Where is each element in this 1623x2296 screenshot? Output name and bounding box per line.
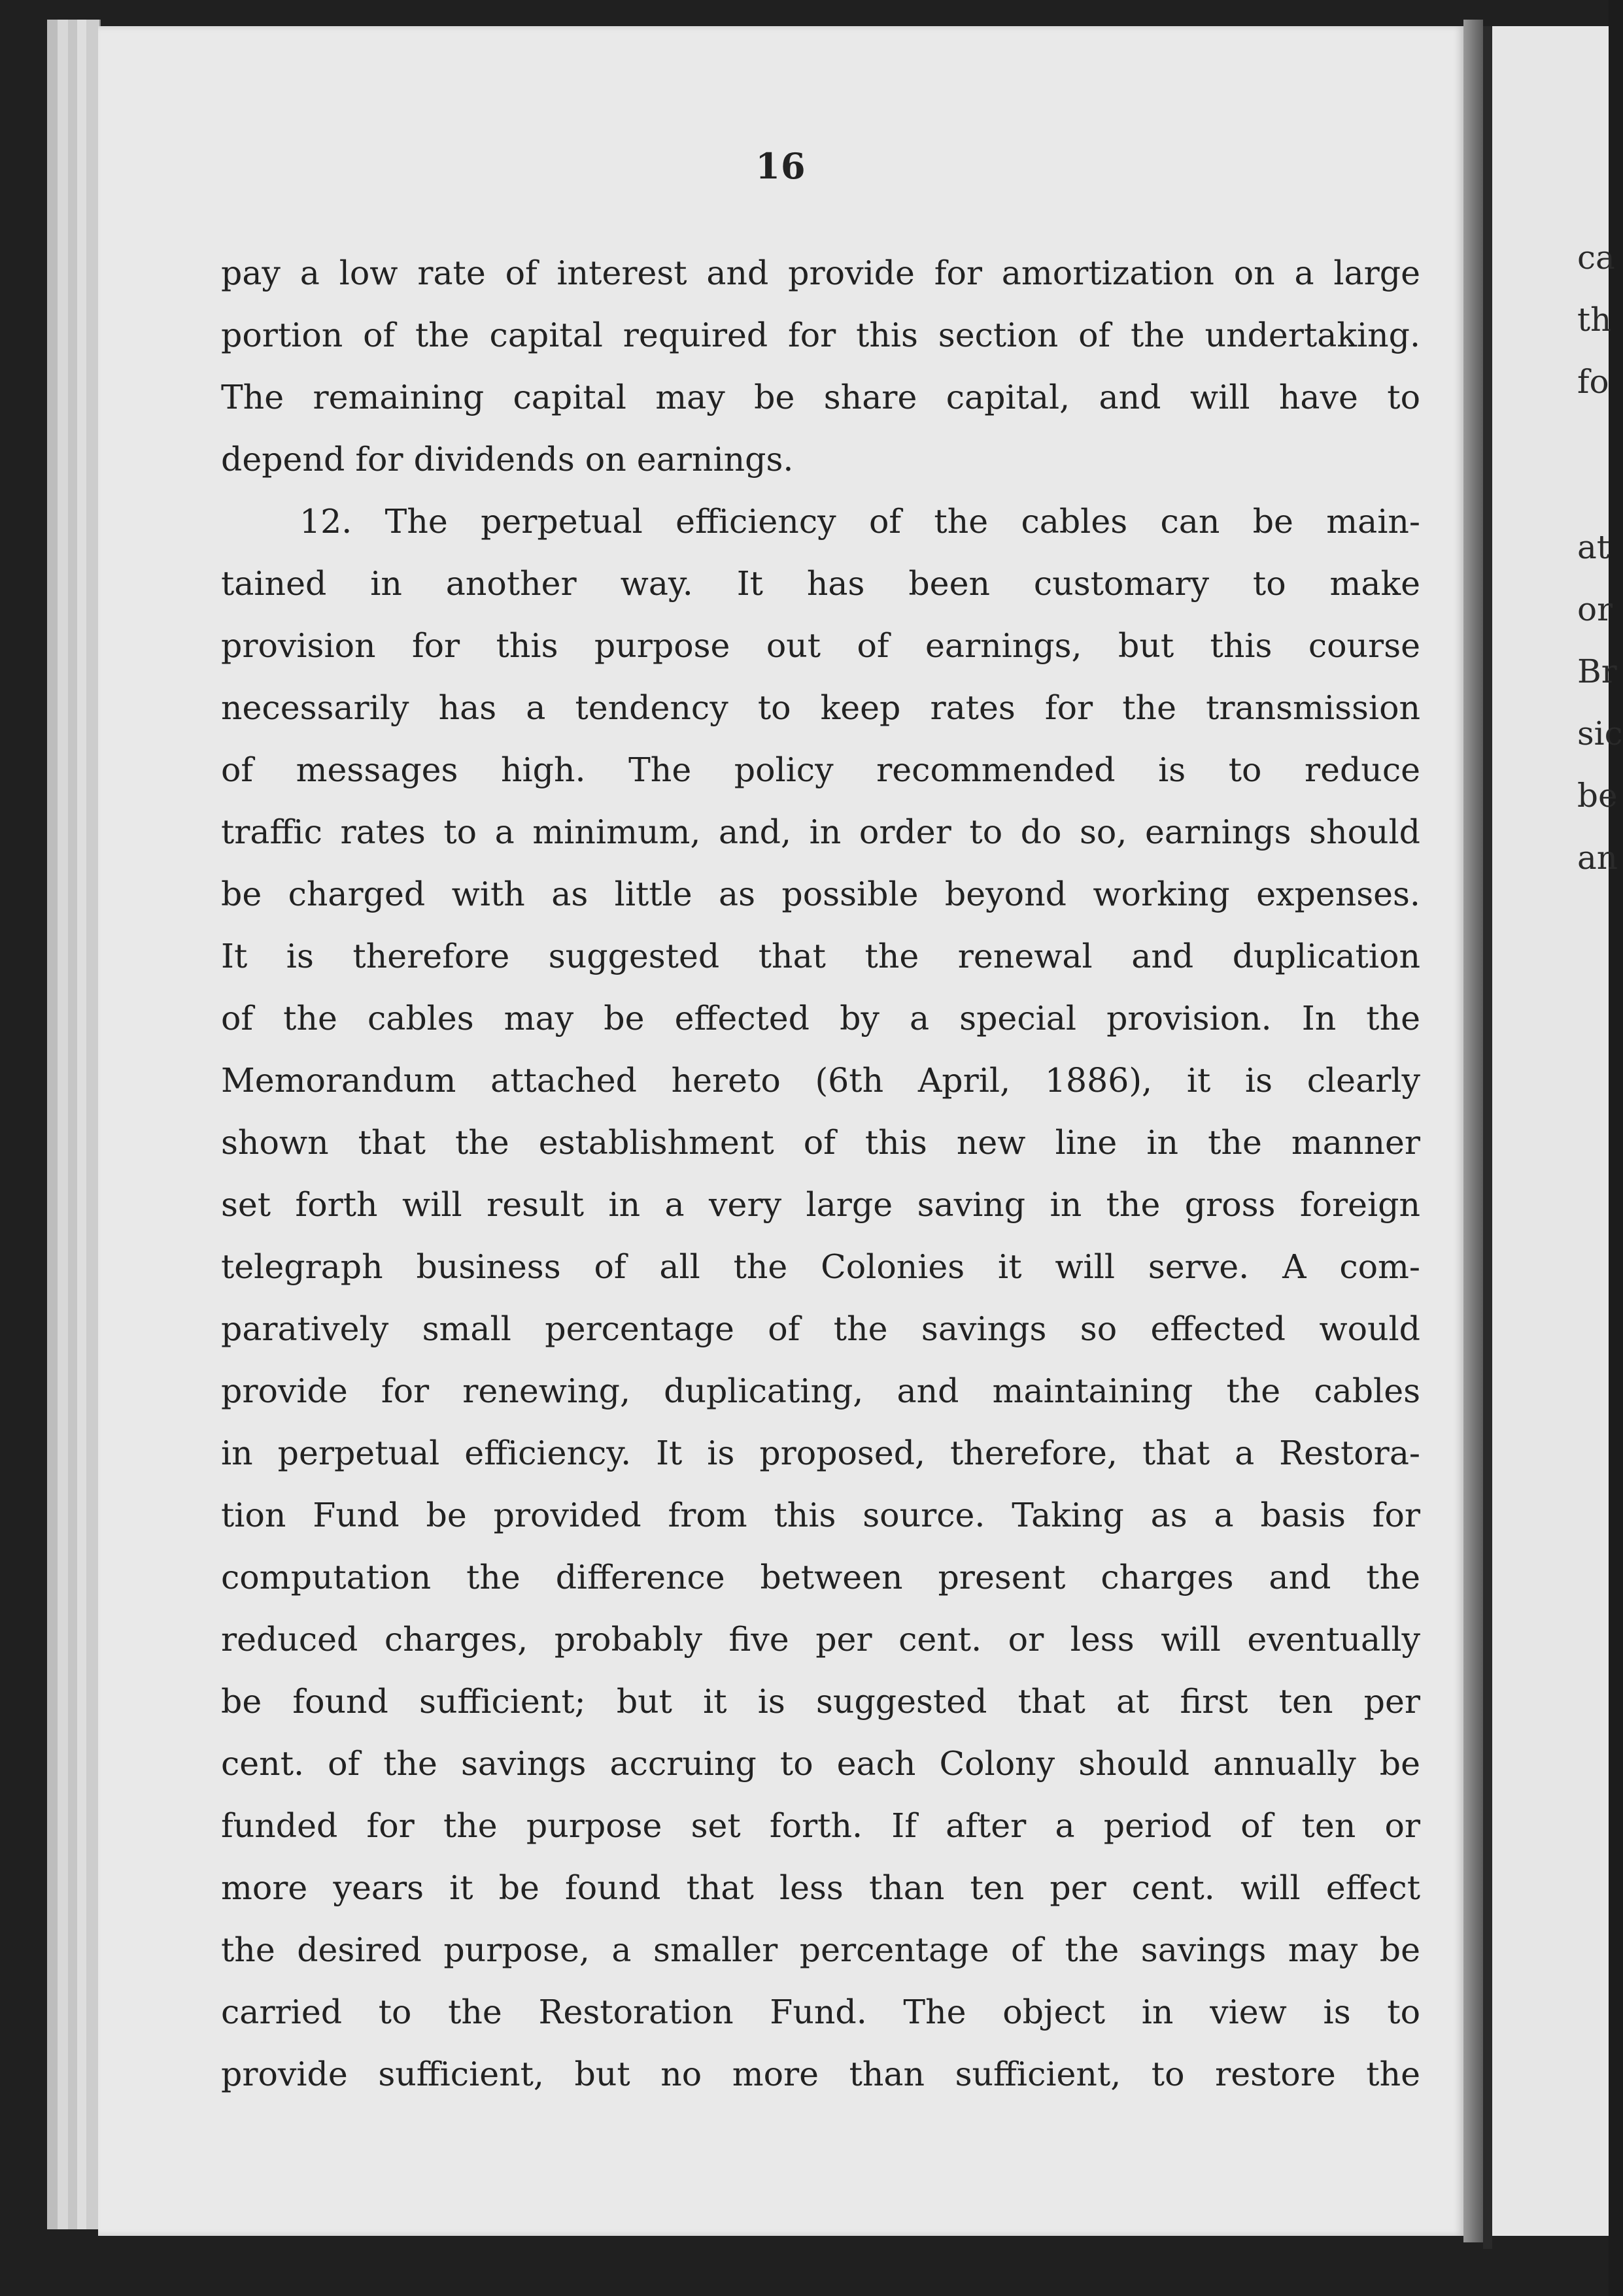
text-line: provide sufficient, but no more than sufficient, to restore the <box>221 2055 1420 2093</box>
text-line: of the cables may be effected by a special provision. In the <box>221 999 1420 1038</box>
text-line: It is therefore suggested that the renewal and duplication <box>221 937 1420 975</box>
facing-page-fragment: or <box>1577 590 1613 628</box>
page-number: 16 <box>755 145 806 187</box>
facing-page-fragment: th <box>1577 301 1612 339</box>
facing-page-fragment: fo <box>1577 363 1609 401</box>
text-line: reduced charges, probably five per cent. or less will eventually <box>221 1620 1420 1659</box>
text-line: paratively small percentage of the savings so effected would <box>221 1309 1420 1348</box>
facing-page-fragment: be <box>1577 777 1618 815</box>
text-line: in perpetual efficiency. It is proposed, therefore, that a Restora- <box>221 1434 1420 1472</box>
text-line: depend for dividends on earnings. <box>221 440 794 479</box>
facing-page-fragment: an <box>1577 839 1618 877</box>
text-line: pay a low rate of interest and provide for amortization on a large <box>221 254 1420 292</box>
text-line: the desired purpose, a smaller percentage of the savings may be <box>221 1931 1420 1969</box>
text-line: carried to the Restoration Fund. The object in view is to <box>221 1993 1420 2031</box>
text-line: more years it be found that less than ten per cent. will effect <box>221 1868 1420 1907</box>
text-line: of messages high. The policy recommended is to reduce <box>221 751 1420 789</box>
text-line: set forth will result in a very large saving in the gross foreign <box>221 1185 1420 1224</box>
text-line: be charged with as little as possible beyond working expenses. <box>221 875 1420 913</box>
text-line: funded for the purpose set forth. If after a period of ten or <box>221 1806 1420 1845</box>
text-line: traffic rates to a minimum, and, in order to do so, earnings should <box>221 813 1420 851</box>
facing-page-fragment: Br <box>1577 652 1617 690</box>
text-line: Memorandum attached hereto (6th April, 1886), it is clearly <box>221 1061 1420 1100</box>
book-spine <box>1463 20 1483 2242</box>
paragraph-start-line: 12. The perpetual efficiency of the cables can be main- <box>299 502 1420 541</box>
body-text <box>221 242 1420 2105</box>
facing-page-fragment: at <box>1577 528 1610 566</box>
text-line: telegraph business of all the Colonies it will serve. A com- <box>221 1247 1420 1286</box>
facing-page-fragment: ca <box>1577 239 1615 277</box>
text-line: portion of the capital required for this section of the undertaking. <box>221 316 1420 354</box>
text-line: necessarily has a tendency to keep rates for the transmission <box>221 688 1420 727</box>
text-line: provide for renewing, duplicating, and maintaining the cables <box>221 1372 1420 1410</box>
text-line: provision for this purpose out of earnings, but this course <box>221 626 1420 665</box>
book-gutter <box>1483 26 1492 2249</box>
facing-page <box>1492 26 1623 2236</box>
text-line: cent. of the savings accruing to each Colony should annually be <box>221 1744 1420 1783</box>
text-line: shown that the establishment of this new line in the manner <box>221 1123 1420 1162</box>
text-line: tained in another way. It has been customary to make <box>221 564 1420 603</box>
facing-page-fragment: sic <box>1577 715 1623 752</box>
text-line: tion Fund be provided from this source. Taking as a basis for <box>221 1496 1420 1534</box>
text-line: The remaining capital may be share capital, and will have to <box>221 378 1420 416</box>
text-line: computation the difference between present charges and the <box>221 1558 1420 1596</box>
text-line: be found sufficient; but it is suggested that at first ten per <box>221 1682 1420 1721</box>
